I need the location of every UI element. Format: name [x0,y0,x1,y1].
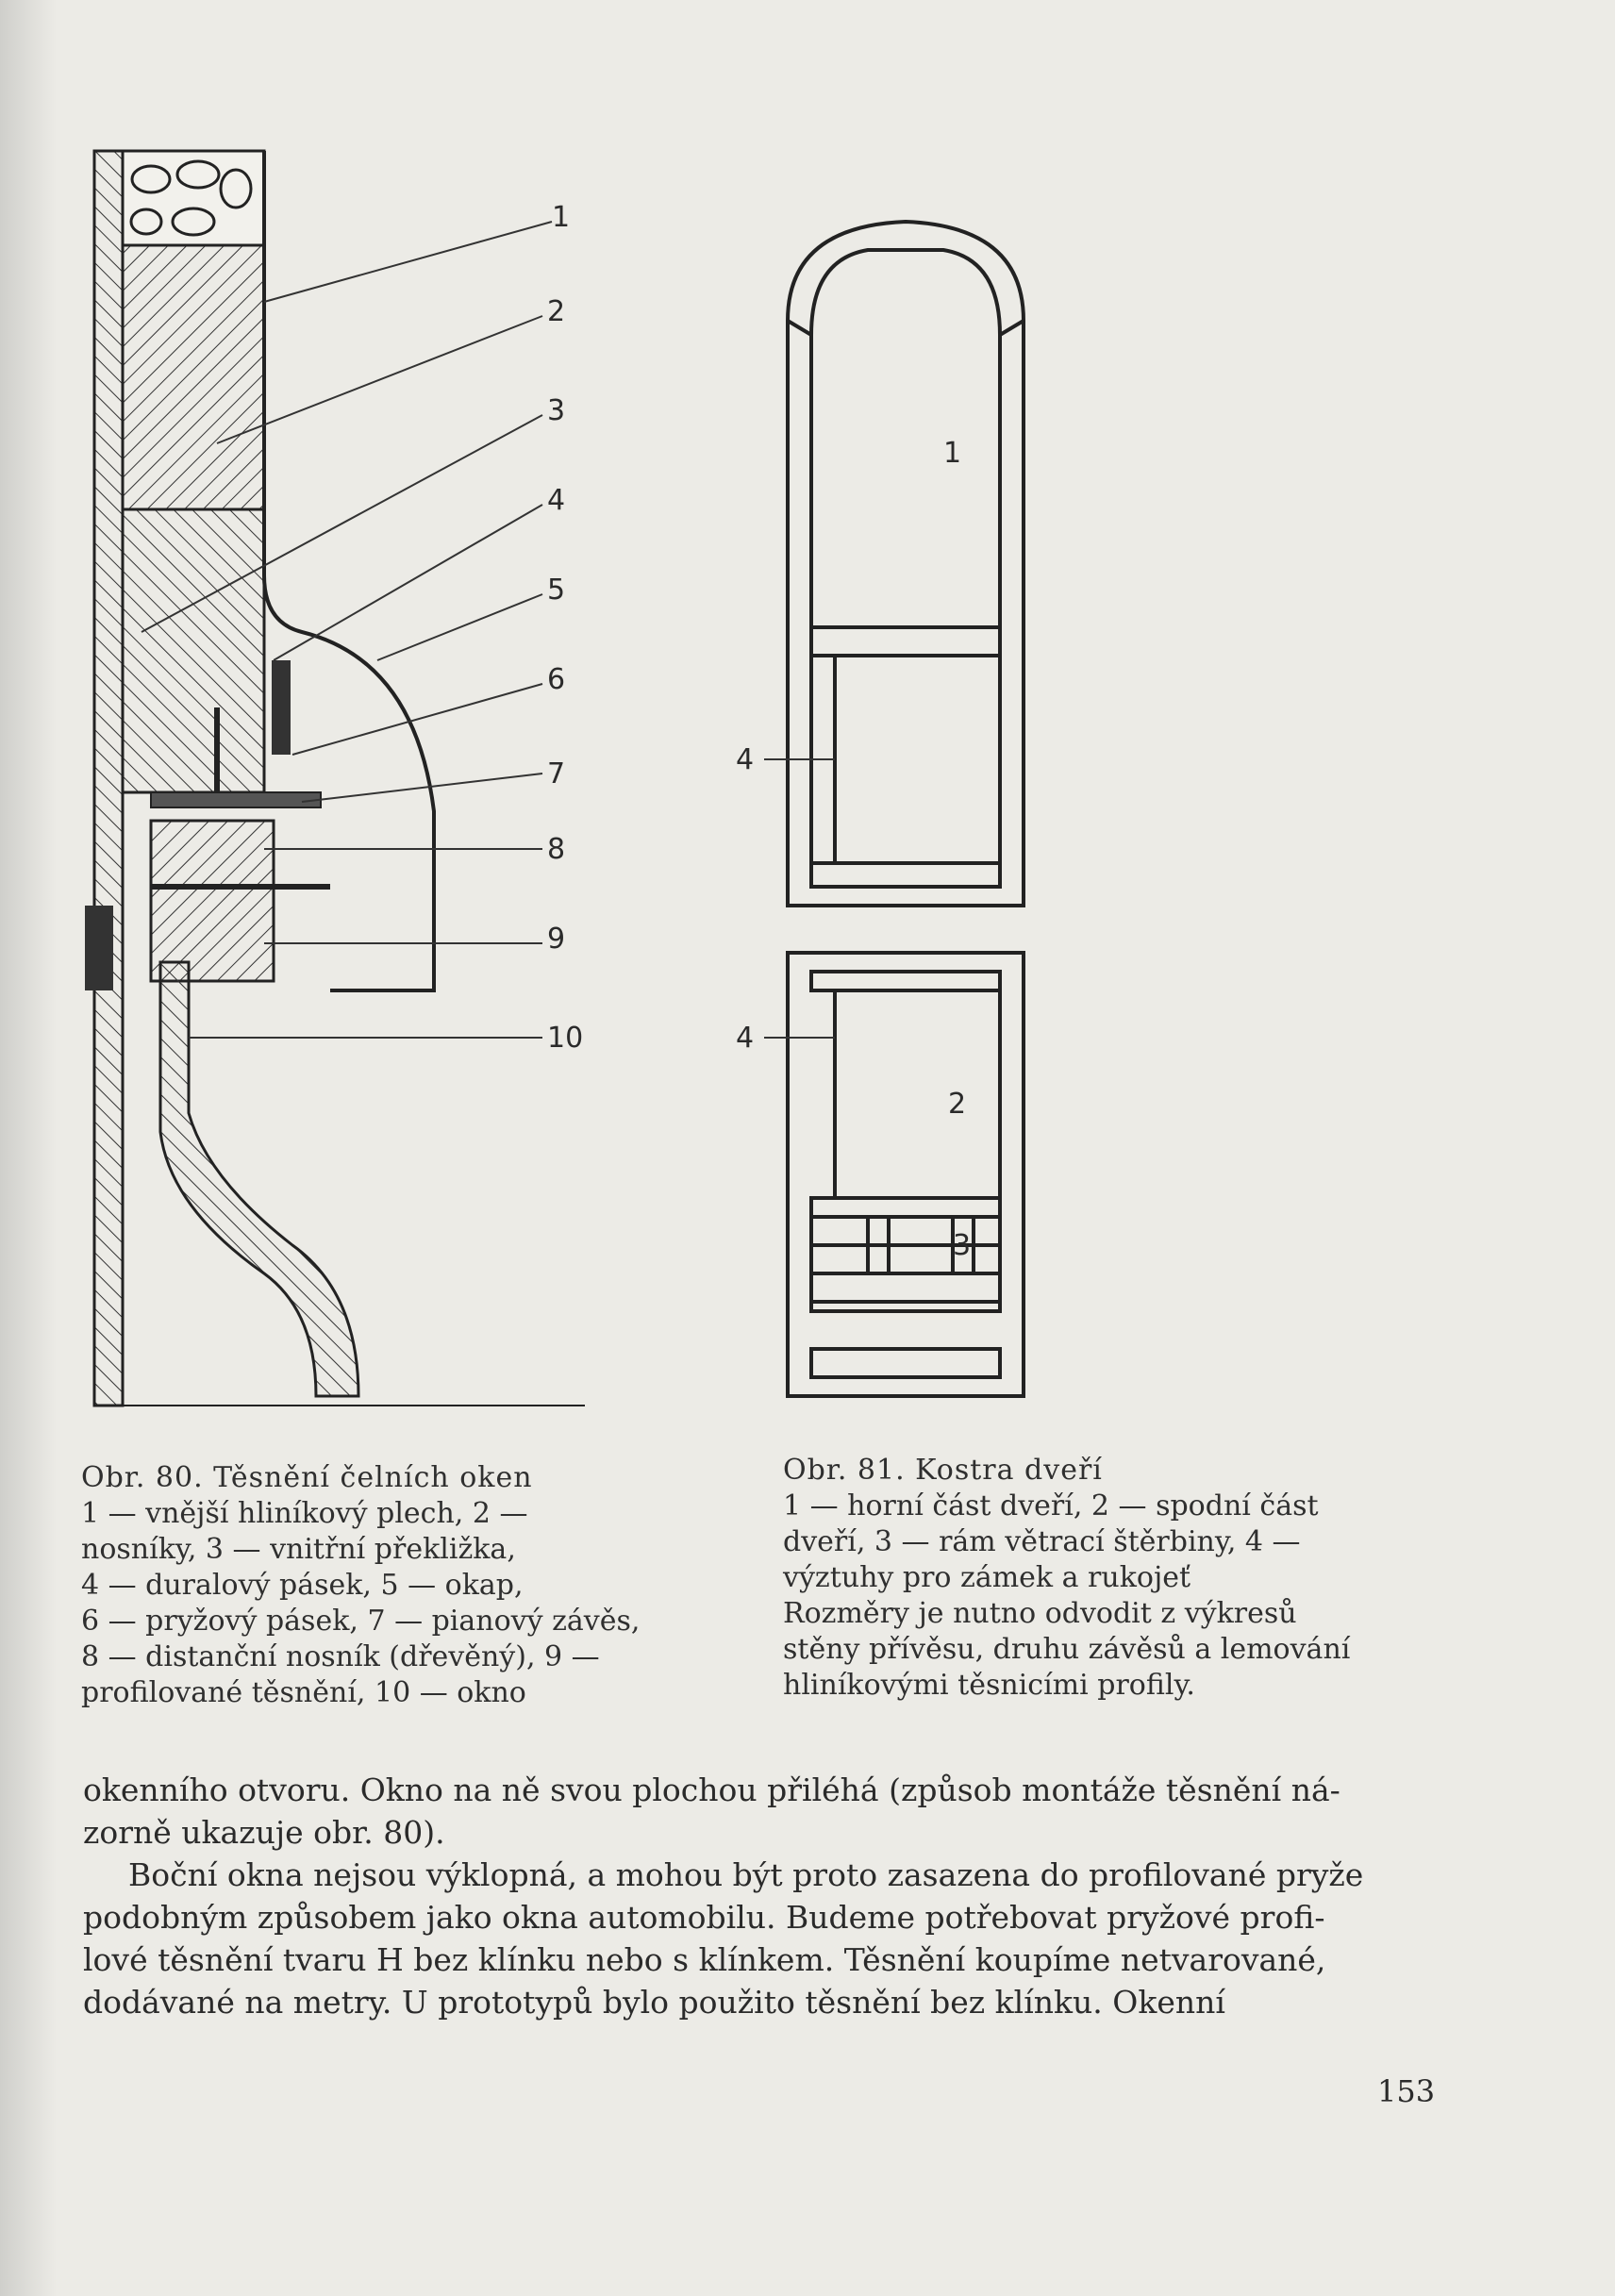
callout-3: 3 [547,394,566,427]
insulation-block [123,151,264,245]
door-upper-lock-panel [835,656,1000,863]
label-part-4-upper: 4 [736,743,755,776]
door-lower-bottom-rail [811,1349,1000,1377]
callout-6: 6 [547,663,566,696]
callout-4: 4 [547,484,566,517]
callout-10: 10 [547,1022,584,1055]
paragraph-1 [83,1769,1449,1854]
door-upper-bottom-rail [811,863,1000,887]
label-part-2: 2 [948,1088,967,1121]
figure-81-caption-title: Obr. 81. Kostra dveří [783,1454,1103,1487]
outer-wall-strip [94,151,123,1406]
figure-81-caption-line: dveří, 3 — rám větrací štěrbiny, 4 — [783,1525,1301,1558]
figure-80-caption-line: 8 — distanční nosník (dřevěný), 9 — [81,1640,600,1673]
door-lower-lock-panel [835,990,1000,1198]
figure-80-caption-line: nosníky, 3 — vnitřní překližka, [81,1533,516,1566]
figure-81-caption-line: stěny přívěsu, druhu závěsů a lemování [783,1633,1351,1666]
callout-9: 9 [547,923,566,956]
beam-upper [123,245,264,509]
callout-5: 5 [547,574,566,607]
window-pane [160,962,358,1396]
door-upper-inner [811,250,1000,887]
figure-81-caption-line: hliníkovými těsnicími profily. [783,1669,1195,1702]
door-upper-crossbar [811,627,1000,656]
paragraph-line: Boční okna nejsou výklopná, a mohou být proto zasazena do profilované pryže [128,1856,1364,1893]
door-upper-outer [788,222,1024,906]
page-edge-shadow [0,0,57,2296]
callout-1: 1 [552,201,571,234]
spacer-beam [151,821,274,981]
figure-81-caption-line: Rozměry je nutno odvodit z výkresů [783,1597,1297,1630]
piano-hinge [151,792,321,807]
figure-81-caption-line: 1 — horní část dveří, 2 — spodní část [783,1489,1319,1522]
body-text [83,1769,1449,2023]
callout-8: 8 [547,833,566,866]
figure-80-caption-line: 6 — pryžový pásek, 7 — pianový závěs, [81,1605,641,1638]
paragraph-line: podobným způsobem jako okna automobilu. Budeme potřebovat pryžové profi- [83,1899,1325,1936]
figure-80-seal-diagram [75,132,604,1415]
door-lower-outer [788,953,1024,1396]
drip-edge [264,151,434,990]
paragraph-2 [83,1854,1449,2023]
profiled-seal [85,906,113,990]
figure-80-caption-title: Obr. 80. Těsnění čelních oken [81,1461,533,1494]
door-lower-inner-top [811,972,1000,990]
figure-80-caption-line: 4 — duralový pásek, 5 — okap, [81,1569,524,1602]
figure-81-caption-line: výztuhy pro zámek a rukojeť [783,1561,1191,1594]
label-part-3: 3 [953,1229,972,1262]
figure-80-caption [81,1460,741,1711]
page-number: 153 [1377,2073,1436,2109]
callout-7: 7 [547,757,566,790]
rubber-strip [272,660,291,755]
label-part-4-lower: 4 [736,1022,755,1055]
paragraph-line: lové těsnění tvaru H bez klínku nebo s klínkem. Těsnění koupíme netvarované, [83,1941,1326,1978]
callout-2: 2 [547,295,566,328]
beam-lower [123,509,264,792]
figure-80-caption-line: 1 — vnější hliníkový plech, 2 — [81,1497,528,1530]
paragraph-line: dodávané na metry. U prototypů bylo použito těsnění bez klínku. Okenní [83,1984,1225,2021]
figure-81-caption [783,1453,1443,1704]
figure-80-caption-line: profilované těsnění, 10 — okno [81,1676,526,1709]
paragraph-line: zorně ukazuje obr. 80). [83,1814,445,1851]
paragraph-line: okenního otvoru. Okno na ně svou plochou přiléhá (způsob montáže těsnění ná- [83,1772,1340,1808]
figure-81-door-frame [717,208,1490,1415]
label-part-1: 1 [943,437,962,470]
